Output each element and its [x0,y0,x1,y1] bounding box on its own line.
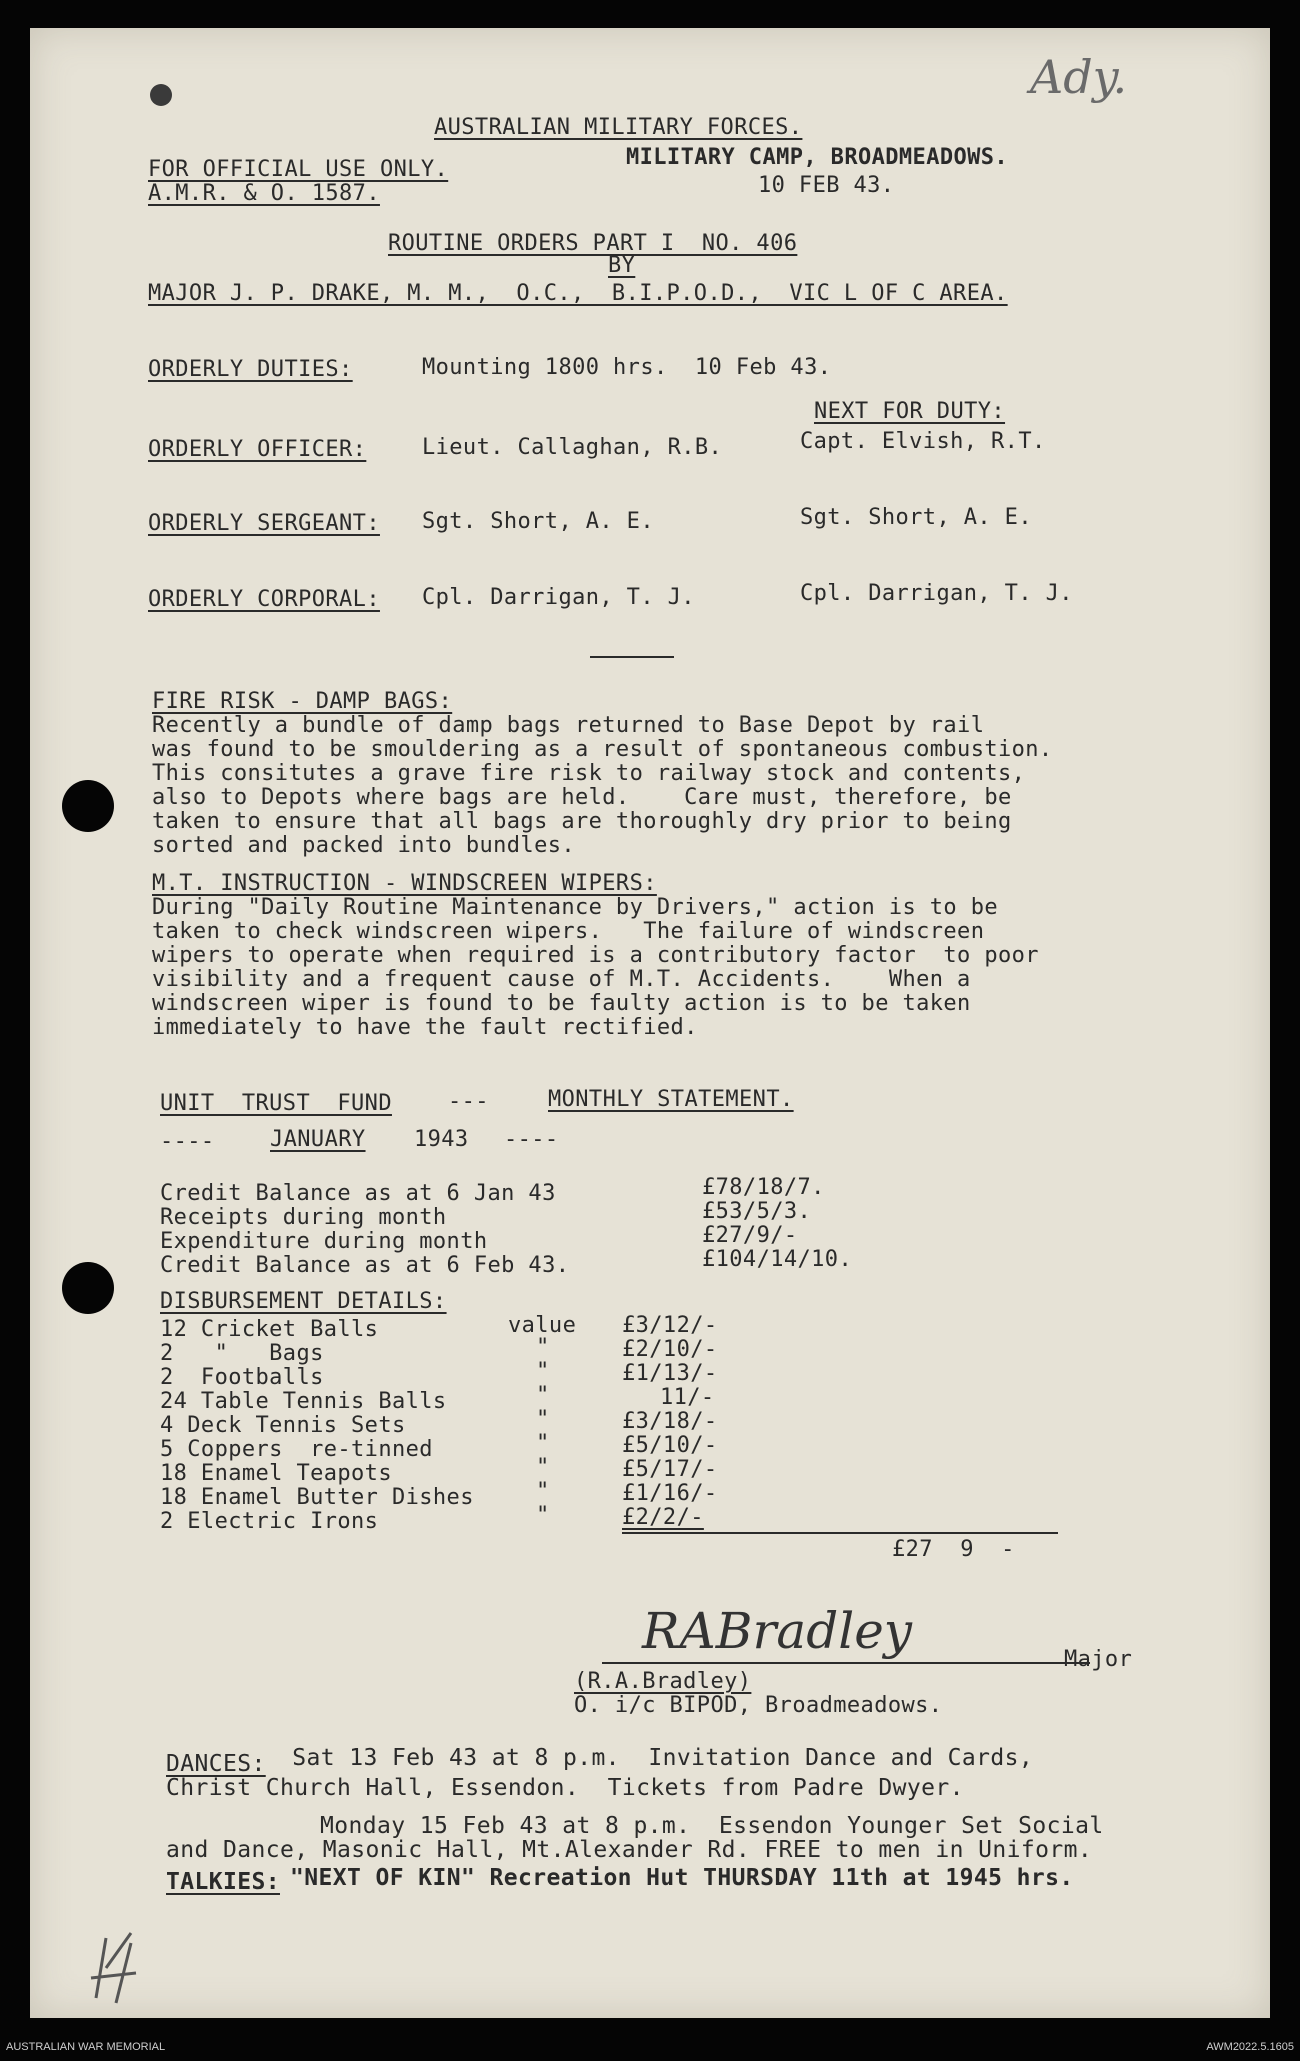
disbursement-amount: £3/12/- [622,1313,718,1338]
fund-month-dashes-right: ---- [504,1127,559,1152]
duty-next: Cpl. Darrigan, T. J. [800,581,1073,606]
balance-label: Receipts during month [160,1205,447,1230]
orders-by: BY [608,253,636,278]
mt-instruction-line: During "Daily Routine Maintenance by Drivers," action is to be [152,895,998,920]
initials-mark [86,1928,146,2018]
fund-heading-dashes: --- [448,1089,489,1114]
fire-risk-line: taken to ensure that all bags are thoroughly dry prior to being [152,809,1012,834]
balance-label: Credit Balance as at 6 Feb 43. [160,1253,570,1278]
disbursement-item: 24 Table Tennis Balls [160,1389,447,1414]
fund-month-dashes-left: ---- [160,1129,215,1154]
signature-rank: Major [1064,1647,1133,1672]
disbursement-item: 2 " Bags [160,1341,324,1366]
duty-label: ORDERLY CORPORAL: [148,587,380,612]
mt-instruction-heading: M.T. INSTRUCTION - WINDSCREEN WIPERS: [152,871,657,896]
mt-instruction-line: immediately to have the fault rectified. [152,1015,698,1040]
orders-title: ROUTINE ORDERS PART I NO. 406 [388,231,798,256]
disbursement-amount: £5/17/- [622,1457,718,1482]
signature: RABradley [642,1602,913,1660]
mt-instruction-line: windscreen wiper is found to be faulty action is to be taken [152,991,971,1016]
mt-instruction-line: visibility and a frequent cause of M.T. Accidents. When a [152,967,971,992]
balance-label: Expenditure during month [160,1229,488,1254]
duty-current: Sgt. Short, A. E. [422,509,654,534]
disbursement-item: 4 Deck Tennis Sets [160,1413,406,1438]
disbursement-item: 18 Enamel Butter Dishes [160,1485,474,1510]
disbursement-item: 2 Electric Irons [160,1509,379,1534]
balance-amount: £78/18/7. [702,1175,825,1200]
dances-line: Monday 15 Feb 43 at 8 p.m. Essendon Younger Set Social [320,1813,1104,1839]
dances-line: and Dance, Masonic Hall, Mt.Alexander Rd. FREE to men in Uniform. [166,1837,1093,1863]
camp-name: MILITARY CAMP, BROADMEADOWS. [626,145,1009,170]
disbursement-heading: DISBURSEMENT DETAILS: [160,1289,447,1314]
section-divider [590,656,674,658]
document-page [30,28,1270,2018]
order-date: 10 FEB 43. [758,173,895,198]
balance-label: Credit Balance as at 6 Jan 43 [160,1181,556,1206]
total-rule [622,1532,1058,1534]
dances-line: Christ Church Hall, Essendon. Tickets from Padre Dwyer. [166,1775,964,1801]
disbursement-amount: £1/16/- [622,1481,718,1506]
ditto-mark: " [536,1383,550,1408]
disbursement-amount: £2/2/- [622,1505,704,1530]
disbursement-item: 5 Coppers re-tinned [160,1437,433,1462]
amr-reference: A.M.R. & O. 1587. [148,181,380,206]
signature-name: (R.A.Bradley) [574,1669,752,1694]
fire-risk-line: was found to be smouldering as a result of spontaneous combustion. [152,737,1053,762]
punch-hole [62,1262,114,1314]
mt-instruction-line: wipers to operate when required is a contributory factor to poor [152,943,1039,968]
fund-total: £27 9 - [892,1537,1015,1562]
duties-label: ORDERLY DUTIES: [148,357,353,382]
mt-instruction-line: taken to check windscreen wipers. The failure of windscreen [152,919,985,944]
next-for-duty: NEXT FOR DUTY: [814,399,1006,424]
duties-mounting: Mounting 1800 hrs. 10 Feb 43. [422,355,832,380]
balance-amount: £27/9/- [702,1223,798,1248]
fire-risk-heading: FIRE RISK - DAMP BAGS: [152,689,453,714]
handwritten-note: Ady. [1030,50,1128,104]
official-use: FOR OFFICIAL USE ONLY. [148,157,449,182]
fund-year: 1943 [414,1127,469,1152]
fund-month: JANUARY [270,1127,366,1152]
ditto-mark: " [536,1335,550,1360]
fire-risk-line: sorted and packed into bundles. [152,833,575,858]
disbursement-item: 12 Cricket Balls [160,1317,379,1342]
signature-line [602,1662,1090,1664]
disbursement-amount: £3/18/- [622,1409,718,1434]
duty-label: ORDERLY OFFICER: [148,437,367,462]
fire-risk-line: This consitutes a grave fire risk to railway stock and contents, [152,761,1026,786]
fund-monthly-statement: MONTHLY STATEMENT. [548,1087,794,1112]
balance-amount: £104/14/10. [702,1247,853,1272]
ditto-mark: " [536,1359,550,1384]
fire-risk-line: Recently a bundle of damp bags returned to Base Depot by rail [152,713,985,738]
ditto-mark: " [536,1431,550,1456]
duty-next: Capt. Elvish, R.T. [800,429,1046,454]
ditto-mark: " [536,1455,550,1480]
disbursement-value-label: value [508,1313,577,1338]
ditto-mark: " [536,1503,550,1528]
dances-line: Sat 13 Feb 43 at 8 p.m. Invitation Dance and Cards, [278,1745,1034,1771]
disbursement-amount: 11/- [660,1385,715,1410]
fund-heading: UNIT TRUST FUND [160,1091,392,1116]
header-title: AUSTRALIAN MILITARY FORCES. [434,115,803,140]
dances-label: DANCES: [166,1751,266,1777]
ditto-mark: " [536,1407,550,1432]
duty-next: Sgt. Short, A. E. [800,505,1032,530]
disbursement-amount: £1/13/- [622,1361,718,1386]
disbursement-item: 2 Footballs [160,1365,324,1390]
initials-scribble-icon [86,1928,146,2008]
footer-right: AWM2022.5.1605 [1206,2041,1294,2053]
disbursement-amount: £2/10/- [622,1337,718,1362]
balance-amount: £53/5/3. [702,1199,812,1224]
duty-current: Lieut. Callaghan, R.B. [422,435,723,460]
disbursement-item: 18 Enamel Teapots [160,1461,392,1486]
orders-major: MAJOR J. P. DRAKE, M. M., O.C., B.I.P.O.D., VIC L OF C AREA. [148,281,1008,306]
footer-left: AUSTRALIAN WAR MEMORIAL [6,2041,166,2053]
ditto-mark: " [536,1479,550,1504]
signature-role: O. i/c BIPOD, Broadmeadows. [574,1693,943,1718]
punch-hole [150,84,172,106]
fire-risk-line: also to Depots where bags are held. Care must, therefore, be [152,785,1012,810]
duty-current: Cpl. Darrigan, T. J. [422,585,695,610]
talkies-label: TALKIES: [166,1869,280,1895]
talkies-text: "NEXT OF KIN" Recreation Hut THURSDAY 11th at 1945 hrs. [290,1865,1074,1891]
duty-label: ORDERLY SERGEANT: [148,511,380,536]
disbursement-amount: £5/10/- [622,1433,718,1458]
punch-hole [62,780,114,832]
